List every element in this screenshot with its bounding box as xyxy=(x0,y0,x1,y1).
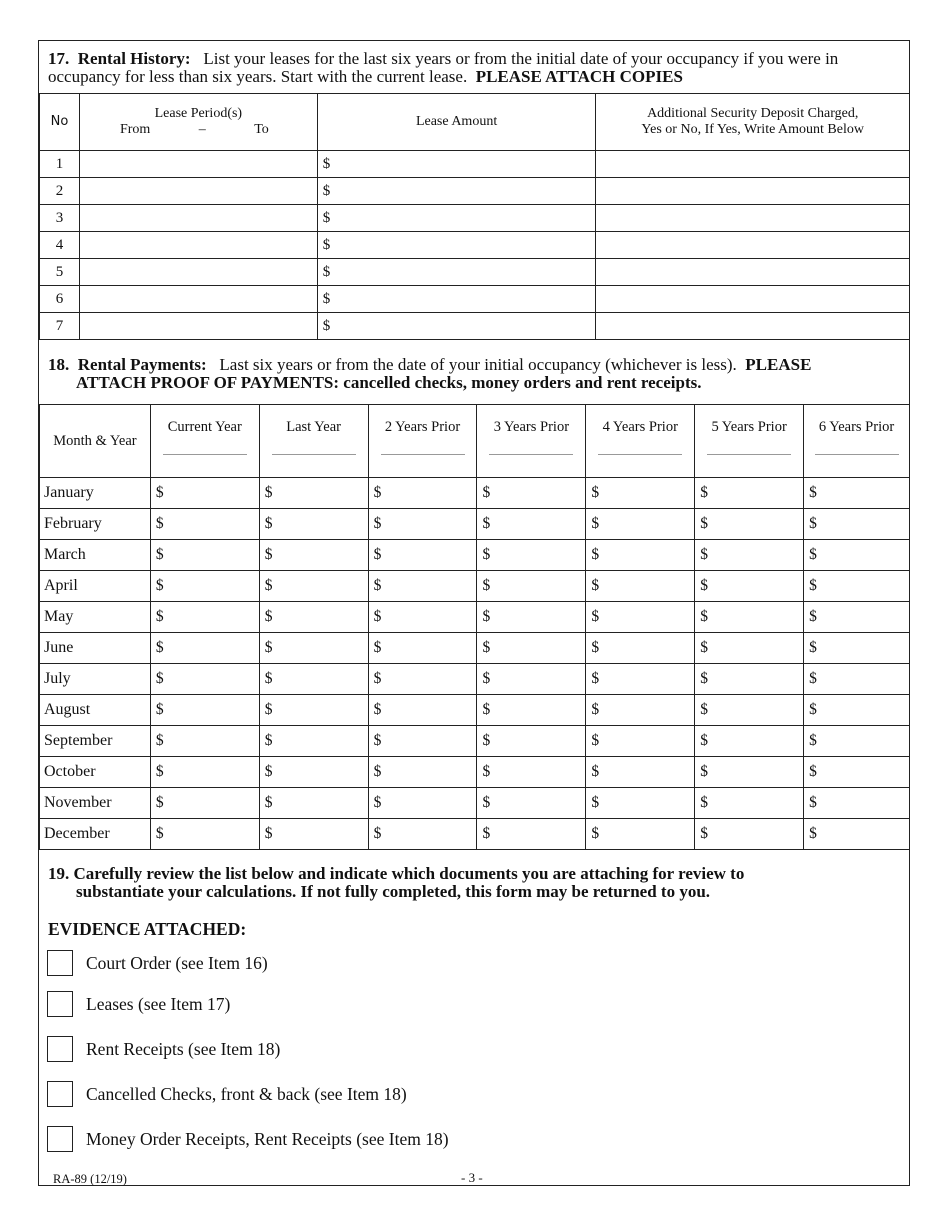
section-17-heading xyxy=(48,50,899,86)
payment-amount-field[interactable]: $ xyxy=(695,478,804,509)
rental-payments-rows xyxy=(40,478,910,850)
payment-amount-field[interactable]: $ xyxy=(804,602,910,633)
payment-amount-field[interactable]: $ xyxy=(586,819,695,850)
year-entry-line[interactable] xyxy=(489,454,573,455)
payment-amount-field[interactable]: $ xyxy=(368,633,477,664)
month-label: June xyxy=(40,633,151,664)
year-column-header[interactable] xyxy=(259,405,368,478)
payment-amount-field[interactable]: $ xyxy=(259,695,368,726)
lease-period-field[interactable] xyxy=(79,178,317,205)
lease-period-field[interactable] xyxy=(79,259,317,286)
payment-amount-field[interactable]: $ xyxy=(586,571,695,602)
payment-amount-field[interactable]: $ xyxy=(804,509,910,540)
payment-amount-field[interactable]: $ xyxy=(150,571,259,602)
lease-amount-field[interactable]: $ xyxy=(317,178,596,205)
lease-amount-field[interactable]: $ xyxy=(317,313,596,340)
month-label: March xyxy=(40,540,151,571)
deposit-field[interactable] xyxy=(596,178,910,205)
from-to-labels xyxy=(80,122,317,138)
payment-amount-field[interactable]: $ xyxy=(150,478,259,509)
evidence-item[interactable] xyxy=(47,1034,280,1064)
row-number: 1 xyxy=(40,151,80,178)
payment-amount-field[interactable]: $ xyxy=(477,571,586,602)
payment-amount-field[interactable]: $ xyxy=(477,664,586,695)
payment-amount-field[interactable]: $ xyxy=(477,602,586,633)
evidence-checkbox[interactable] xyxy=(47,1036,73,1062)
payment-amount-field[interactable]: $ xyxy=(259,757,368,788)
month-label: May xyxy=(40,602,151,633)
payment-amount-field[interactable]: $ xyxy=(477,726,586,757)
year-entry-line[interactable] xyxy=(598,454,682,455)
payment-amount-field[interactable]: $ xyxy=(368,819,477,850)
rental-history-row xyxy=(40,151,910,178)
deposit-field[interactable] xyxy=(596,232,910,259)
payment-amount-field[interactable]: $ xyxy=(150,509,259,540)
payment-amount-field[interactable]: $ xyxy=(259,664,368,695)
payment-amount-field[interactable]: $ xyxy=(368,540,477,571)
payment-amount-field[interactable]: $ xyxy=(586,540,695,571)
payment-amount-field[interactable]: $ xyxy=(150,664,259,695)
payment-amount-field[interactable]: $ xyxy=(804,540,910,571)
to-label: To xyxy=(254,122,269,137)
form-page xyxy=(38,40,910,1186)
form-code: RA-89 (12/19) xyxy=(53,1172,127,1186)
month-label: November xyxy=(40,788,151,819)
month-label: December xyxy=(40,819,151,850)
payment-row xyxy=(40,788,910,819)
payment-amount-field[interactable]: $ xyxy=(804,571,910,602)
rental-history-table xyxy=(39,93,910,340)
payment-amount-field[interactable]: $ xyxy=(804,726,910,757)
rental-history-row xyxy=(40,178,910,205)
payment-amount-field[interactable]: $ xyxy=(586,788,695,819)
year-column-label: Last Year xyxy=(286,419,342,435)
year-column-header[interactable] xyxy=(804,405,910,478)
payment-amount-field[interactable]: $ xyxy=(259,819,368,850)
month-label: September xyxy=(40,726,151,757)
payment-amount-field[interactable]: $ xyxy=(368,571,477,602)
year-column-header[interactable] xyxy=(586,405,695,478)
payment-amount-field[interactable]: $ xyxy=(259,540,368,571)
month-label: April xyxy=(40,571,151,602)
payment-amount-field[interactable]: $ xyxy=(804,819,910,850)
from-label: From xyxy=(119,122,151,137)
evidence-item-label: Cancelled Checks, front & back (see Item 18) xyxy=(86,1083,407,1104)
payment-amount-field[interactable]: $ xyxy=(477,757,586,788)
payment-amount-field[interactable]: $ xyxy=(259,788,368,819)
section-18-number: 18. xyxy=(48,355,70,374)
section-18-text: Last six years or from the date of your initial occupancy (whichever is less). xyxy=(219,355,737,374)
payment-amount-field[interactable]: $ xyxy=(368,757,477,788)
year-column-label: 3 Years Prior xyxy=(493,419,570,435)
section-18-heading xyxy=(48,356,899,392)
payment-amount-field[interactable]: $ xyxy=(695,788,804,819)
year-entry-line[interactable] xyxy=(163,454,247,455)
lease-amount-field[interactable]: $ xyxy=(317,151,596,178)
row-number: 3 xyxy=(40,205,80,232)
year-column-header[interactable] xyxy=(150,405,259,478)
payment-amount-field[interactable]: $ xyxy=(477,540,586,571)
evidence-item[interactable] xyxy=(47,1079,407,1109)
payment-row xyxy=(40,695,910,726)
year-column-label: 5 Years Prior xyxy=(711,419,787,435)
year-entry-line[interactable] xyxy=(707,454,791,455)
payment-row xyxy=(40,509,910,540)
lease-period-field[interactable] xyxy=(79,232,317,259)
payment-row xyxy=(40,757,910,788)
section-19-line2: substantiate your calculations. If not fully completed, this form may be returned to you. xyxy=(76,882,711,901)
month-year-label: Month & Year xyxy=(53,432,137,449)
year-entry-line[interactable] xyxy=(272,454,356,455)
section-17-emphasis: PLEASE ATTACH COPIES xyxy=(475,67,683,86)
payment-amount-field[interactable]: $ xyxy=(259,602,368,633)
row-number: 4 xyxy=(40,232,80,259)
payment-row xyxy=(40,478,910,509)
evidence-item[interactable] xyxy=(47,989,230,1019)
payment-row xyxy=(40,819,910,850)
month-year-header xyxy=(40,405,151,478)
evidence-item-label: Court Order (see Item 16) xyxy=(86,952,268,973)
rental-history-row xyxy=(40,313,910,340)
payment-amount-field[interactable]: $ xyxy=(804,695,910,726)
lease-period-field[interactable] xyxy=(79,313,317,340)
payment-row xyxy=(40,664,910,695)
deposit-field[interactable] xyxy=(596,151,910,178)
payment-amount-field[interactable]: $ xyxy=(259,571,368,602)
payment-amount-field[interactable]: $ xyxy=(477,788,586,819)
payment-amount-field[interactable]: $ xyxy=(586,602,695,633)
payment-amount-field[interactable]: $ xyxy=(368,726,477,757)
payment-amount-field[interactable]: $ xyxy=(150,788,259,819)
payment-amount-field[interactable]: $ xyxy=(586,509,695,540)
deposit-field[interactable] xyxy=(596,259,910,286)
payment-amount-field[interactable]: $ xyxy=(477,633,586,664)
payment-amount-field[interactable]: $ xyxy=(477,819,586,850)
evidence-checkbox[interactable] xyxy=(47,991,73,1017)
payment-row xyxy=(40,540,910,571)
section-19-heading xyxy=(48,865,744,901)
lease-period-field[interactable] xyxy=(79,205,317,232)
year-column-header[interactable] xyxy=(695,405,804,478)
evidence-item-label: Leases (see Item 17) xyxy=(86,993,231,1014)
section-17-text: List your leases for the last six years or from the initial date of your occupancy if you were in occupancy for less than six years. Start with the current lease. xyxy=(48,49,839,86)
payment-amount-field[interactable]: $ xyxy=(150,819,259,850)
deposit-field[interactable] xyxy=(596,286,910,313)
lease-period-header xyxy=(79,94,317,151)
lease-period-label: Lease Period(s) xyxy=(154,106,243,121)
month-label: August xyxy=(40,695,151,726)
payment-amount-field[interactable]: $ xyxy=(150,695,259,726)
deposit-header-line1: Additional Security Deposit Charged, xyxy=(647,106,859,121)
section-18-title: Rental Payments: xyxy=(77,355,207,374)
lease-period-field[interactable] xyxy=(79,151,317,178)
payment-amount-field[interactable]: $ xyxy=(150,726,259,757)
section-18-line1 xyxy=(48,356,899,374)
payment-amount-field[interactable]: $ xyxy=(804,633,910,664)
payment-amount-field[interactable]: $ xyxy=(586,478,695,509)
payment-amount-field[interactable]: $ xyxy=(804,757,910,788)
lease-amount-field[interactable]: $ xyxy=(317,232,596,259)
payment-amount-field[interactable]: $ xyxy=(695,509,804,540)
deposit-field[interactable] xyxy=(596,205,910,232)
evidence-item[interactable] xyxy=(47,948,268,978)
year-column-label: Current Year xyxy=(167,419,242,435)
payment-row xyxy=(40,602,910,633)
payment-amount-field[interactable]: $ xyxy=(695,695,804,726)
payment-amount-field[interactable]: $ xyxy=(586,695,695,726)
payment-amount-field[interactable]: $ xyxy=(477,509,586,540)
payment-amount-field[interactable]: $ xyxy=(368,478,477,509)
payment-amount-field[interactable]: $ xyxy=(804,664,910,695)
payment-amount-field[interactable]: $ xyxy=(368,695,477,726)
payment-amount-field[interactable]: $ xyxy=(695,633,804,664)
row-number: 6 xyxy=(40,286,80,313)
no-header: No xyxy=(40,94,80,151)
evidence-checkbox[interactable] xyxy=(47,950,73,976)
payment-amount-field[interactable]: $ xyxy=(150,757,259,788)
section-19-line1: 19. Carefully review the list below and indicate which documents you are attaching for review to xyxy=(48,864,745,883)
payment-amount-field[interactable]: $ xyxy=(368,602,477,633)
section-17-number: 17. xyxy=(48,49,70,68)
month-label: January xyxy=(40,478,151,509)
payment-amount-field[interactable]: $ xyxy=(368,509,477,540)
payment-amount-field[interactable]: $ xyxy=(259,478,368,509)
payment-amount-field[interactable]: $ xyxy=(586,633,695,664)
payment-amount-field[interactable]: $ xyxy=(368,664,477,695)
payment-amount-field[interactable]: $ xyxy=(586,757,695,788)
payment-amount-field[interactable]: $ xyxy=(368,788,477,819)
payment-amount-field[interactable]: $ xyxy=(259,633,368,664)
payment-amount-field[interactable]: $ xyxy=(477,695,586,726)
year-column-label: 6 Years Prior xyxy=(818,419,895,435)
rental-payments-header-row xyxy=(40,405,910,478)
lease-period-field[interactable] xyxy=(79,286,317,313)
rental-history-rows xyxy=(40,151,910,340)
section-17-title: Rental History: xyxy=(77,49,191,68)
rental-history-row xyxy=(40,286,910,313)
section-18-line2 xyxy=(48,374,899,392)
evidence-item-label: Money Order Receipts, Rent Receipts (see Item 18) xyxy=(86,1128,449,1149)
payment-amount-field[interactable]: $ xyxy=(150,633,259,664)
payment-amount-field[interactable]: $ xyxy=(804,478,910,509)
payment-amount-field[interactable]: $ xyxy=(695,571,804,602)
payment-amount-field[interactable]: $ xyxy=(150,602,259,633)
payment-amount-field[interactable]: $ xyxy=(695,540,804,571)
dash-label: – xyxy=(198,122,206,137)
evidence-attached-title: EVIDENCE ATTACHED: xyxy=(48,919,247,939)
year-entry-line[interactable] xyxy=(815,454,899,455)
payment-amount-field[interactable]: $ xyxy=(695,602,804,633)
year-column-label: 2 Years Prior xyxy=(384,419,461,435)
payment-row xyxy=(40,633,910,664)
row-number: 5 xyxy=(40,259,80,286)
rental-history-row xyxy=(40,205,910,232)
rental-payments-table xyxy=(39,404,910,850)
payment-amount-field[interactable]: $ xyxy=(695,819,804,850)
month-label: February xyxy=(40,509,151,540)
payment-amount-field[interactable]: $ xyxy=(150,540,259,571)
lease-amount-field[interactable]: $ xyxy=(317,205,596,232)
row-number: 2 xyxy=(40,178,80,205)
payment-amount-field[interactable]: $ xyxy=(259,509,368,540)
deposit-header xyxy=(596,94,910,151)
payment-row xyxy=(40,571,910,602)
section-18-emphasis-1: PLEASE xyxy=(745,355,812,374)
row-number: 7 xyxy=(40,313,80,340)
year-column-label: 4 Years Prior xyxy=(602,419,678,435)
rental-history-header-row xyxy=(40,94,910,151)
payment-amount-field[interactable]: $ xyxy=(695,664,804,695)
payment-amount-field[interactable]: $ xyxy=(695,757,804,788)
payment-row xyxy=(40,726,910,757)
page-number: - 3 - xyxy=(461,1170,483,1185)
payment-amount-field[interactable]: $ xyxy=(259,726,368,757)
lease-amount-header: Lease Amount xyxy=(317,94,596,151)
rental-history-row xyxy=(40,259,910,286)
payment-amount-field[interactable]: $ xyxy=(695,726,804,757)
section-18-emphasis-2: ATTACH PROOF OF PAYMENTS: cancelled checks, money orders and rent receipts. xyxy=(76,373,702,392)
rental-history-row xyxy=(40,232,910,259)
month-label: July xyxy=(40,664,151,695)
evidence-checkbox[interactable] xyxy=(47,1081,73,1107)
payment-amount-field[interactable]: $ xyxy=(586,664,695,695)
lease-amount-field[interactable]: $ xyxy=(317,259,596,286)
payment-amount-field[interactable]: $ xyxy=(477,478,586,509)
lease-amount-field[interactable]: $ xyxy=(317,286,596,313)
year-entry-line[interactable] xyxy=(381,454,465,455)
month-label: October xyxy=(40,757,151,788)
year-column-header[interactable] xyxy=(368,405,477,478)
evidence-checkbox[interactable] xyxy=(47,1126,73,1152)
payment-amount-field[interactable]: $ xyxy=(586,726,695,757)
evidence-item[interactable] xyxy=(47,1124,449,1154)
year-column-header[interactable] xyxy=(477,405,586,478)
evidence-item-label: Rent Receipts (see Item 18) xyxy=(86,1038,281,1059)
deposit-field[interactable] xyxy=(596,313,910,340)
payment-amount-field[interactable]: $ xyxy=(804,788,910,819)
deposit-header-line2: Yes or No, If Yes, Write Amount Below xyxy=(641,122,864,137)
